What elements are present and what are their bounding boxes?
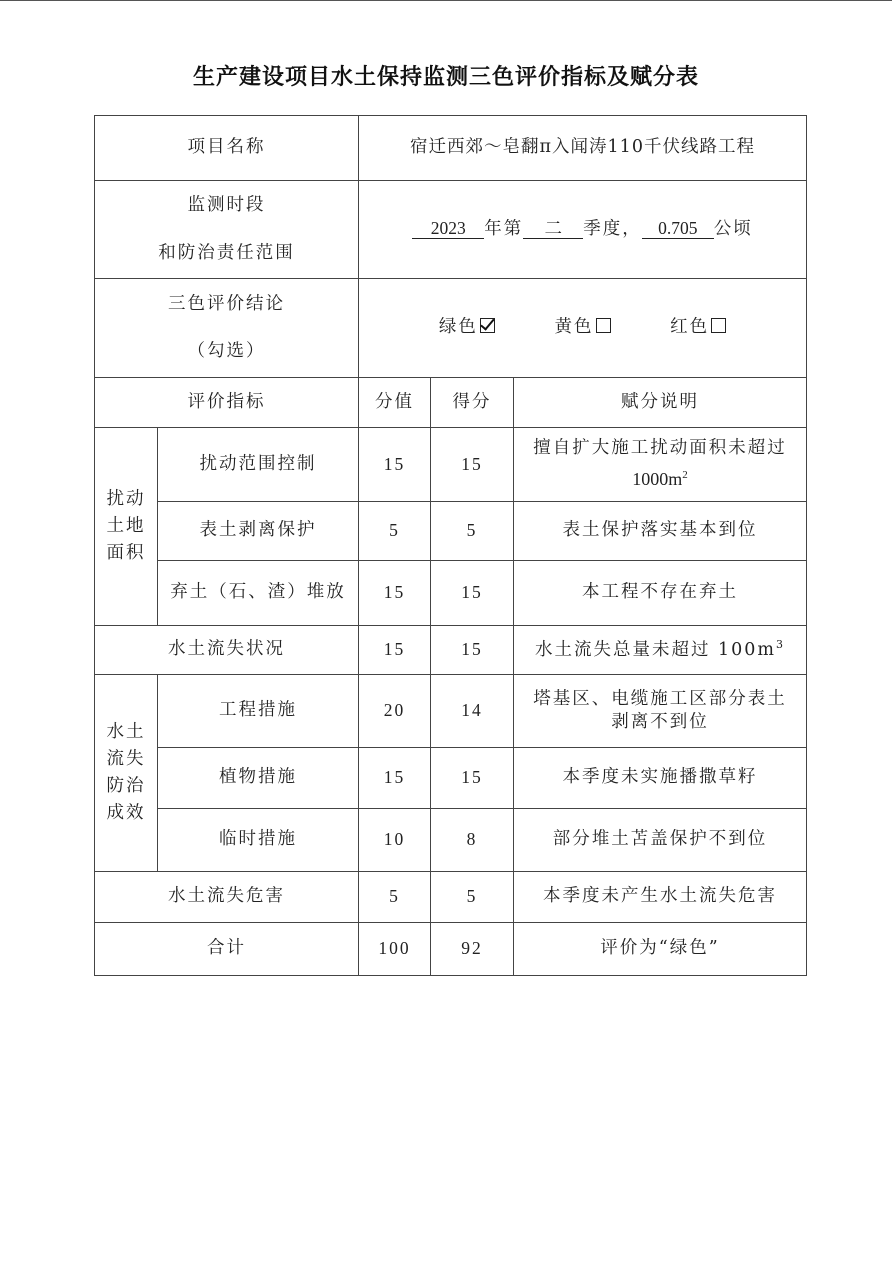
conclusion-options	[359, 279, 807, 378]
table-row	[95, 561, 807, 626]
superscript-3: 3	[776, 638, 786, 652]
group-effect-line1: 水土	[106, 721, 146, 742]
total-score: 92	[431, 923, 514, 976]
row-name: 植物措施	[158, 748, 359, 809]
row-score: 15	[431, 561, 514, 626]
option-yellow-label: 黄色	[554, 317, 594, 338]
row-desc-text: 水土流失总量未超过 100m	[534, 639, 777, 660]
option-red-label: 红色	[670, 317, 710, 338]
row-desc-line1: 塔基区、电缆施工区部分表土	[533, 689, 787, 710]
project-row	[95, 116, 807, 181]
row-desc	[514, 675, 807, 748]
header-row	[95, 378, 807, 428]
row-name: 扰动范围控制	[158, 428, 359, 502]
period-label-line1: 监测时段	[187, 195, 266, 216]
header-indicator: 评价指标	[95, 378, 359, 428]
project-name-label: 项目名称	[95, 116, 359, 181]
row-desc	[514, 626, 807, 675]
row-name: 弃土（石、渣）堆放	[158, 561, 359, 626]
period-row	[95, 181, 807, 279]
option-yellow[interactable]	[555, 317, 611, 337]
row-score: 8	[431, 809, 514, 872]
total-desc: 评价为“绿色”	[514, 923, 807, 976]
row-name: 表土剥离保护	[158, 502, 359, 561]
row-desc: 表土保护落实基本到位	[514, 502, 807, 561]
group-effect-line3: 防治	[106, 776, 146, 796]
row-value: 15	[359, 428, 431, 502]
table-row	[95, 626, 807, 675]
group-effect-label	[95, 675, 158, 872]
year-suffix: 年第	[484, 218, 524, 239]
row-desc: 本季度未实施播撒草籽	[514, 748, 807, 809]
row-desc: 本工程不存在弃土	[514, 561, 807, 626]
total-label: 合计	[95, 923, 359, 976]
row-value: 15	[359, 748, 431, 809]
conclusion-label-line2: （勾选）	[187, 341, 266, 361]
quarter-suffix: 季度，	[583, 218, 642, 239]
row-desc-line1: 擅自扩大施工扰动面积未超过	[533, 438, 787, 459]
row-desc: 本季度未产生水土流失危害	[514, 872, 807, 923]
row-desc-line2: 剥离不到位	[611, 712, 709, 732]
red-checkbox[interactable]	[711, 318, 726, 333]
conclusion-label	[95, 279, 359, 378]
row-name: 水土流失状况	[95, 626, 359, 675]
group-disturbance-line2: 土地	[106, 515, 146, 536]
green-checkbox-checked[interactable]	[480, 318, 495, 333]
project-name-value: 宿迁西郊～皂翻π入闻涛110千伏线路工程	[359, 116, 807, 181]
header-score-value: 分值	[359, 378, 431, 428]
period-value	[359, 181, 807, 279]
row-desc: 部分堆土苫盖保护不到位	[514, 809, 807, 872]
total-row	[95, 923, 807, 976]
row-desc-line2	[518, 464, 802, 496]
row-name: 工程措施	[158, 675, 359, 748]
table-row	[95, 748, 807, 809]
conclusion-row	[95, 279, 807, 378]
row-value: 10	[359, 809, 431, 872]
row-score: 15	[431, 748, 514, 809]
year-value: 2023	[412, 219, 484, 239]
row-value: 15	[359, 626, 431, 675]
table-row	[95, 809, 807, 872]
quarter-value: 二	[523, 219, 583, 239]
superscript-2: 2	[682, 469, 688, 482]
row-score: 5	[431, 502, 514, 561]
row-value: 5	[359, 872, 431, 923]
area-unit: 公顷	[713, 218, 753, 239]
row-value: 20	[359, 675, 431, 748]
option-green-label: 绿色	[438, 317, 478, 338]
header-description: 赋分说明	[514, 378, 807, 428]
group-disturbance-line1: 扰动	[106, 488, 146, 509]
row-score: 5	[431, 872, 514, 923]
yellow-checkbox[interactable]	[596, 318, 611, 333]
row-name: 水土流失危害	[95, 872, 359, 923]
row-desc-line2-text: 1000m	[632, 469, 683, 490]
page-title: 生产建设项目水土保持监测三色评价指标及赋分表	[192, 65, 699, 90]
area-value: 0.705	[642, 219, 714, 239]
group-disturbance-line3: 面积	[106, 543, 146, 564]
page-top-border	[0, 0, 892, 1]
group-effect-line2: 流失	[106, 748, 146, 769]
table-row	[95, 502, 807, 561]
group-disturbance-label	[95, 428, 158, 626]
total-value: 100	[359, 923, 431, 976]
option-green[interactable]	[439, 317, 495, 337]
row-score: 14	[431, 675, 514, 748]
row-desc	[514, 428, 807, 502]
row-score: 15	[431, 626, 514, 675]
option-red[interactable]	[670, 317, 726, 337]
header-score: 得分	[431, 378, 514, 428]
row-value: 5	[359, 502, 431, 561]
table-row	[95, 428, 807, 502]
row-name: 临时措施	[158, 809, 359, 872]
row-score: 15	[431, 428, 514, 502]
conclusion-label-line1: 三色评价结论	[168, 293, 285, 314]
table-row	[95, 675, 807, 748]
period-label-line2: 和防治责任范围	[158, 242, 295, 263]
table-row	[95, 872, 807, 923]
period-label	[95, 181, 359, 279]
evaluation-table	[94, 115, 807, 976]
row-value: 15	[359, 561, 431, 626]
group-effect-line4: 成效	[106, 803, 146, 824]
